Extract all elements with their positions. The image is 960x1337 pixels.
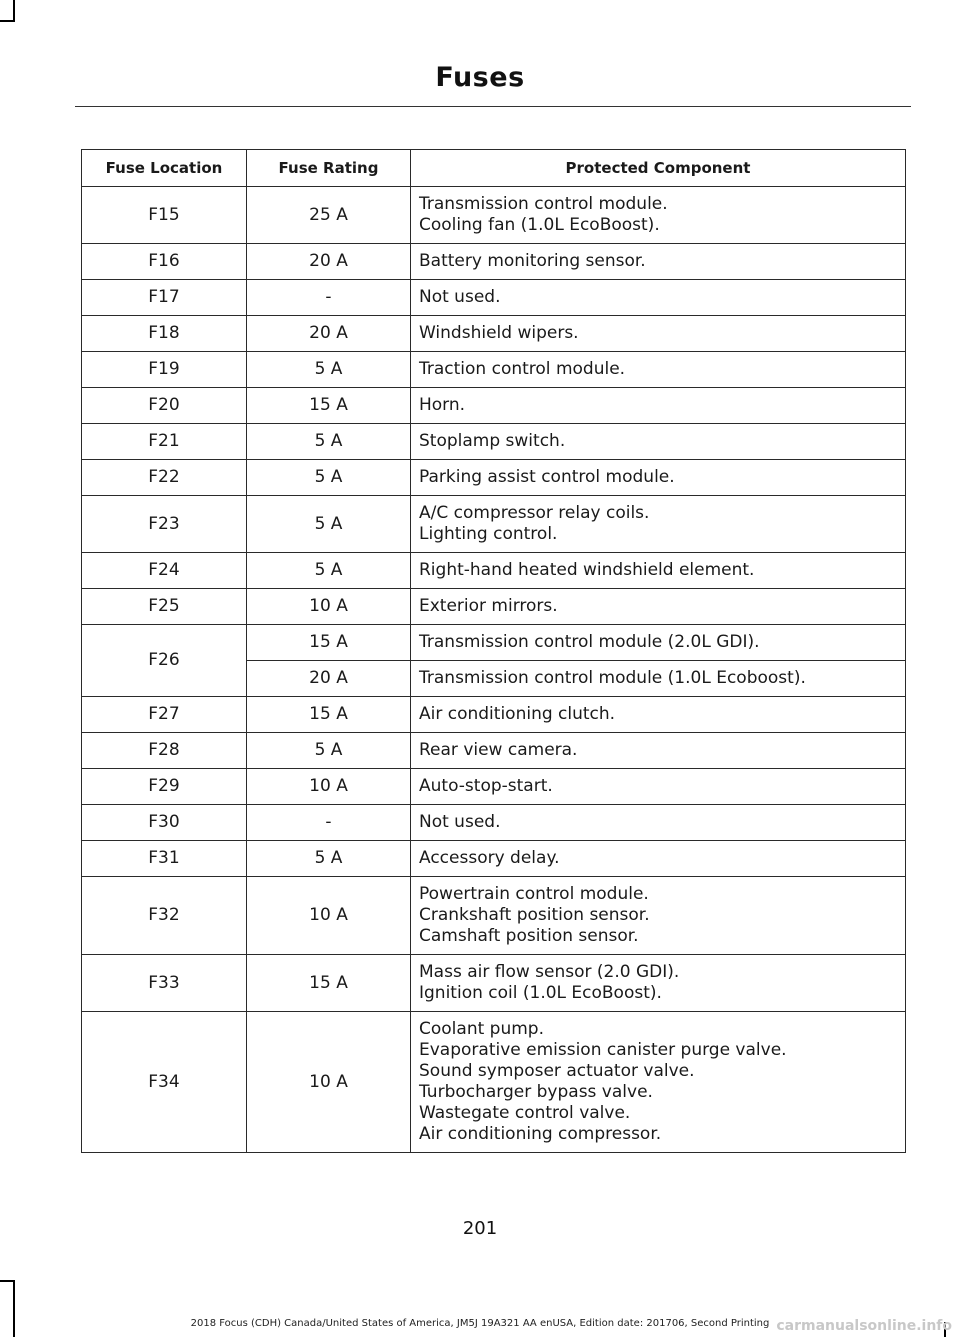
protected-component-cell bbox=[411, 388, 906, 424]
protected-component-line: Coolant pump. bbox=[419, 1019, 544, 1039]
table-row bbox=[82, 589, 906, 625]
fuse-rating-cell: 10 A bbox=[247, 589, 411, 625]
fuse-rating-cell: 15 A bbox=[247, 388, 411, 424]
protected-component-line: Transmission control module. bbox=[419, 194, 668, 214]
table-row bbox=[82, 769, 906, 805]
header-fuse-rating: Fuse Rating bbox=[247, 150, 411, 187]
protected-component-cell bbox=[411, 424, 906, 460]
page-number: 201 bbox=[462, 1218, 498, 1239]
fuse-rating-cell: - bbox=[247, 805, 411, 841]
protected-component-line: Transmission control module (1.0L Ecoboost). bbox=[419, 668, 806, 688]
fuse-rating-cell: 10 A bbox=[247, 769, 411, 805]
fuse-location-cell: F31 bbox=[82, 841, 247, 877]
protected-component-line: Sound symposer actuator valve. bbox=[419, 1061, 695, 1081]
fuse-rating-cell: 5 A bbox=[247, 553, 411, 589]
protected-component-line: Turbocharger bypass valve. bbox=[419, 1082, 653, 1102]
fuse-rating-cell: 20 A bbox=[247, 316, 411, 352]
fuse-location-cell: F27 bbox=[82, 697, 247, 733]
protected-component-cell bbox=[411, 625, 906, 661]
crop-mark-top-left-horizontal bbox=[0, 20, 15, 22]
fuse-rating-cell: 25 A bbox=[247, 187, 411, 244]
fuse-rating-cell: 15 A bbox=[247, 625, 411, 661]
table-row bbox=[82, 352, 906, 388]
fuse-location-cell: F26 bbox=[82, 625, 247, 697]
protected-component-cell bbox=[411, 589, 906, 625]
protected-component-cell bbox=[411, 553, 906, 589]
table-row bbox=[82, 460, 906, 496]
protected-component-line: Evaporative emission canister purge valve. bbox=[419, 1040, 787, 1060]
protected-component-cell bbox=[411, 877, 906, 955]
protected-component-line: Right-hand heated windshield element. bbox=[419, 560, 755, 580]
table-row bbox=[82, 280, 906, 316]
protected-component-cell bbox=[411, 769, 906, 805]
protected-component-cell bbox=[411, 460, 906, 496]
protected-component-line: Stoplamp switch. bbox=[419, 431, 566, 451]
table-header-row bbox=[82, 150, 906, 187]
table-row bbox=[82, 733, 906, 769]
protected-component-cell bbox=[411, 733, 906, 769]
fuse-location-cell: F21 bbox=[82, 424, 247, 460]
fuse-location-cell: F28 bbox=[82, 733, 247, 769]
fuse-rating-cell: 10 A bbox=[247, 1012, 411, 1153]
fuse-location-cell: F16 bbox=[82, 244, 247, 280]
protected-component-line: Air conditioning compressor. bbox=[419, 1124, 662, 1144]
fuse-rating-cell: 10 A bbox=[247, 877, 411, 955]
protected-component-line: Rear view camera. bbox=[419, 740, 578, 760]
header-fuse-location: Fuse Location bbox=[82, 150, 247, 187]
protected-component-line: Air conditioning clutch. bbox=[419, 704, 616, 724]
protected-component-cell bbox=[411, 496, 906, 553]
protected-component-line: Accessory delay. bbox=[419, 848, 560, 868]
protected-component-line: Horn. bbox=[419, 395, 466, 415]
watermark: carmanualsonline.info bbox=[776, 1318, 952, 1334]
header-protected-component: Protected Component bbox=[411, 150, 906, 187]
fuse-table-body bbox=[82, 187, 906, 1153]
fuse-rating-cell: 5 A bbox=[247, 841, 411, 877]
fuse-location-cell: F34 bbox=[82, 1012, 247, 1153]
fuse-rating-cell: 15 A bbox=[247, 955, 411, 1012]
fuse-table bbox=[81, 149, 906, 1153]
protected-component-cell bbox=[411, 316, 906, 352]
protected-component-line: Cooling fan (1.0L EcoBoost). bbox=[419, 215, 660, 235]
fuse-location-cell: F30 bbox=[82, 805, 247, 841]
fuse-location-cell: F20 bbox=[82, 388, 247, 424]
protected-component-cell bbox=[411, 661, 906, 697]
protected-component-line: Auto-stop-start. bbox=[419, 776, 553, 796]
fuse-location-cell: F29 bbox=[82, 769, 247, 805]
fuse-location-cell: F22 bbox=[82, 460, 247, 496]
table-row bbox=[82, 877, 906, 955]
footer-edition-text: 2018 Focus (CDH) Canada/United States of America, JM5J 19A321 AA enUSA, Edition date: 201706, Second Printing bbox=[190, 1318, 770, 1329]
protected-component-line: Not used. bbox=[419, 812, 501, 832]
protected-component-cell bbox=[411, 187, 906, 244]
protected-component-cell bbox=[411, 955, 906, 1012]
fuse-rating-cell: 20 A bbox=[247, 244, 411, 280]
protected-component-line: A/C compressor relay coils. bbox=[419, 503, 650, 523]
table-row bbox=[82, 316, 906, 352]
fuse-location-cell: F18 bbox=[82, 316, 247, 352]
fuse-location-cell: F32 bbox=[82, 877, 247, 955]
fuse-rating-cell: 5 A bbox=[247, 352, 411, 388]
table-row bbox=[82, 955, 906, 1012]
table-row bbox=[82, 805, 906, 841]
table-row bbox=[82, 841, 906, 877]
title-divider bbox=[75, 106, 911, 107]
protected-component-cell bbox=[411, 697, 906, 733]
fuse-rating-cell: 5 A bbox=[247, 460, 411, 496]
crop-mark-bottom-left-horizontal bbox=[0, 1280, 15, 1282]
fuse-location-cell: F33 bbox=[82, 955, 247, 1012]
fuse-location-cell: F17 bbox=[82, 280, 247, 316]
table-row bbox=[82, 496, 906, 553]
fuse-rating-cell: 5 A bbox=[247, 424, 411, 460]
fuse-location-cell: F24 bbox=[82, 553, 247, 589]
protected-component-line: Camshaft position sensor. bbox=[419, 926, 639, 946]
crop-mark-top-left-vertical bbox=[13, 0, 15, 22]
protected-component-cell bbox=[411, 244, 906, 280]
table-row bbox=[82, 1012, 906, 1153]
protected-component-line: Windshield wipers. bbox=[419, 323, 579, 343]
protected-component-line: Wastegate control valve. bbox=[419, 1103, 631, 1123]
protected-component-line: Lighting control. bbox=[419, 524, 558, 544]
protected-component-line: Traction control module. bbox=[419, 359, 626, 379]
protected-component-line: Exterior mirrors. bbox=[419, 596, 558, 616]
protected-component-line: Powertrain control module. bbox=[419, 884, 649, 904]
protected-component-line: Not used. bbox=[419, 287, 501, 307]
protected-component-cell bbox=[411, 352, 906, 388]
fuse-location-cell: F25 bbox=[82, 589, 247, 625]
protected-component-line: Parking assist control module. bbox=[419, 467, 675, 487]
fuse-rating-cell: 15 A bbox=[247, 697, 411, 733]
fuse-rating-cell: 5 A bbox=[247, 496, 411, 553]
table-row bbox=[82, 424, 906, 460]
protected-component-line: Battery monitoring sensor. bbox=[419, 251, 646, 271]
protected-component-line: Mass air flow sensor (2.0 GDI). bbox=[419, 962, 680, 982]
page-title: Fuses bbox=[435, 62, 525, 93]
fuse-rating-cell: 20 A bbox=[247, 661, 411, 697]
table-row bbox=[82, 697, 906, 733]
protected-component-cell bbox=[411, 841, 906, 877]
table-row bbox=[82, 244, 906, 280]
protected-component-cell bbox=[411, 1012, 906, 1153]
table-row bbox=[82, 553, 906, 589]
protected-component-line: Crankshaft position sensor. bbox=[419, 905, 650, 925]
table-row bbox=[82, 625, 906, 661]
fuse-location-cell: F19 bbox=[82, 352, 247, 388]
fuse-location-cell: F15 bbox=[82, 187, 247, 244]
fuse-location-cell: F23 bbox=[82, 496, 247, 553]
protected-component-cell bbox=[411, 805, 906, 841]
protected-component-cell bbox=[411, 280, 906, 316]
fuse-rating-cell: 5 A bbox=[247, 733, 411, 769]
fuse-rating-cell: - bbox=[247, 280, 411, 316]
protected-component-line: Transmission control module (2.0L GDI). bbox=[419, 632, 760, 652]
table-row bbox=[82, 187, 906, 244]
protected-component-line: Ignition coil (1.0L EcoBoost). bbox=[419, 983, 662, 1003]
table-row bbox=[82, 388, 906, 424]
